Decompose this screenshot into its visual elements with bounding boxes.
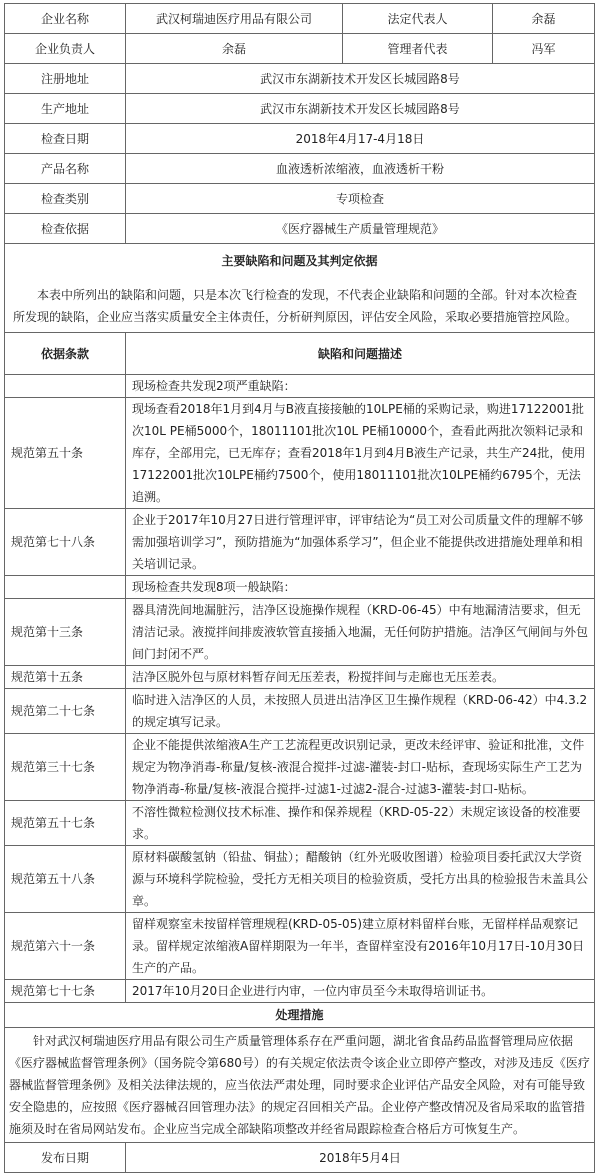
measures-text-row (5, 1028, 595, 1143)
table-row (5, 666, 595, 689)
row-prod-addr (5, 94, 595, 124)
description: 洁净区脱外包与原材料暂存间无压差表，粉搅拌间与走廊也无压差表。 (126, 666, 595, 689)
description: 现场查看2018年1月到4月与B液直接接触的10LPE桶的采购记录，购进17122001批次10L PE桶5000个，18011101批次10L PE桶10000个，查看此两批次领料记录和库存，全部用完，已无库存；查看2018年1月到4月B液生产记录，共生产24批，使用17122001批次10LPE桶约7500个，使用18011101批次10LPE桶约6795个，无法追溯。 (126, 398, 595, 509)
table-row (5, 509, 595, 576)
legal-rep-label: 法定代表人 (343, 4, 493, 34)
row-product (5, 154, 595, 184)
company-label: 企业名称 (5, 4, 126, 34)
clause: 规范第二十七条 (5, 689, 126, 734)
principal-value: 余磊 (126, 34, 343, 64)
clause: 规范第十五条 (5, 666, 126, 689)
serious-summary: 现场检查共发现2项严重缺陷： (126, 375, 595, 398)
date-value: 2018年4月17-4月18日 (126, 124, 595, 154)
row-defects-section (5, 244, 595, 333)
release-date: 2018年5月4日 (126, 1143, 595, 1173)
row-type (5, 184, 595, 214)
row-date (5, 124, 595, 154)
row-company (5, 4, 595, 34)
description: 不溶性微粒检测仪技术标准、操作和保养规程（KRD-05-22）未规定该设备的校准要求。 (126, 801, 595, 846)
clause: 规范第五十八条 (5, 846, 126, 913)
description: 原材料碳酸氢钠（铅盐、铜盐）；醋酸钠（红外光吸收图谱）检验项目委托武汉大学资源与环境科学院检验，受托方无相关项目的检验资质，受托方出具的检验报告未盖具公章。 (126, 846, 595, 913)
table-row (5, 689, 595, 734)
release-label: 发布日期 (5, 1143, 126, 1173)
principal-label: 企业负责人 (5, 34, 126, 64)
reg-addr-label: 注册地址 (5, 64, 126, 94)
basis-label: 检查依据 (5, 214, 126, 244)
description: 企业不能提供浓缩液A生产工艺流程更改识别记录，更改未经评审、验证和批准，文件规定为物净消毒-称量/复核-液混合搅拌-过滤-灌装-封口-贴标，查现场实际生产工艺为物净消毒-称量/复核-液混合搅拌-过滤1-过滤2-混合-过滤3-灌装-封口-贴标。 (126, 734, 595, 801)
row-reg-addr (5, 64, 595, 94)
table-row (5, 846, 595, 913)
clause: 规范第三十七条 (5, 734, 126, 801)
legal-rep-value: 余磊 (493, 4, 595, 34)
empty-cell (5, 375, 126, 398)
measures-title: 处理措施 (5, 1003, 595, 1028)
type-label: 检查类别 (5, 184, 126, 214)
prod-addr-label: 生产地址 (5, 94, 126, 124)
reg-addr-value: 武汉市东湖新技术开发区长城园路8号 (126, 64, 595, 94)
table-row (5, 398, 595, 509)
clause: 规范第七十八条 (5, 509, 126, 576)
product-value: 血液透析浓缩液，血液透析干粉 (126, 154, 595, 184)
col-desc-header: 缺陷和问题描述 (126, 333, 595, 375)
basis-value: 《医疗器械生产质量管理规范》 (126, 214, 595, 244)
general-summary-row (5, 576, 595, 599)
defects-header-row (5, 333, 595, 375)
measures-title-row (5, 1003, 595, 1028)
table-row (5, 734, 595, 801)
col-clause-header: 依据条款 (5, 333, 126, 375)
general-summary: 现场检查共发现8项一般缺陷： (126, 576, 595, 599)
inspection-report-table (4, 3, 595, 1173)
row-principal (5, 34, 595, 64)
release-row (5, 1143, 595, 1173)
description: 企业于2017年10月27日进行管理评审，评审结论为“员工对公司质量文件的理解不够需加强培训学习”，预防措施为“加强体系学习”，但企业不能提供改进措施处理单和相关培训记录。 (126, 509, 595, 576)
defects-intro: 本表中所列出的缺陷和问题，只是本次飞行检查的发现，不代表企业缺陷和问题的全部。针对本次检查所发现的缺陷，企业应当落实质量安全主体责任，分析研判原因，评估安全风险，采取必要措施管控风险。 (13, 288, 578, 324)
product-label: 产品名称 (5, 154, 126, 184)
table-row (5, 980, 595, 1003)
clause: 规范第五十条 (5, 398, 126, 509)
mgmt-rep-label: 管理者代表 (343, 34, 493, 64)
clause: 规范第七十七条 (5, 980, 126, 1003)
clause: 规范第五十七条 (5, 801, 126, 846)
description: 器具清洗间地漏脏污，洁净区设施操作规程（KRD-06-45）中有地漏清洁要求，但无清洁记录。液搅拌间排废液软管直接插入地漏，无任何防护措施。洁净区气闸间与外包间门封闭不严。 (126, 599, 595, 666)
prod-addr-value: 武汉市东湖新技术开发区长城园路8号 (126, 94, 595, 124)
table-row (5, 913, 595, 980)
row-basis (5, 214, 595, 244)
description: 临时进入洁净区的人员，未按照人员进出洁净区卫生操作规程（KRD-06-42）中4.3.2的规定填写记录。 (126, 689, 595, 734)
type-value: 专项检查 (126, 184, 595, 214)
mgmt-rep-value: 冯军 (493, 34, 595, 64)
measures-text: 针对武汉柯瑞迪医疗用品有限公司生产质量管理体系存在严重问题，湖北省食品药品监督管理局应依据《医疗器械监督管理条例》（国务院令第680号）的有关规定依法责令该企业立即停产整改，对涉及违反《医疗器械监督管理条例》及相关法律法规的，应当依法严肃处理，同时要求企业评估产品安全风险，对有可能导致安全隐患的，应按照《医疗器械召回管理办法》的规定召回相关产品。企业停产整改情况及省局采取的监管措施须及时在省局网站发布。企业应当完成全部缺陷项整改并经省局跟踪检查合格后方可恢复生产。 (5, 1028, 595, 1143)
table-row (5, 599, 595, 666)
serious-summary-row (5, 375, 595, 398)
defects-section-title: 主要缺陷和问题及其判定依据 (221, 254, 378, 268)
clause: 规范第十三条 (5, 599, 126, 666)
description: 2017年10月20日企业进行内审，一位内审员至今未取得培训证书。 (126, 980, 595, 1003)
empty-cell (5, 576, 126, 599)
company-value: 武汉柯瑞迪医疗用品有限公司 (126, 4, 343, 34)
date-label: 检查日期 (5, 124, 126, 154)
table-row (5, 801, 595, 846)
description: 留样观察室未按留样管理规程(KRD-05-05)建立原材料留样台账，无留样样品观察记录。留样规定浓缩液A留样期限为一年半，查留样室没有2016年10月17日-10月30日生产的产品。 (126, 913, 595, 980)
clause: 规范第六十一条 (5, 913, 126, 980)
